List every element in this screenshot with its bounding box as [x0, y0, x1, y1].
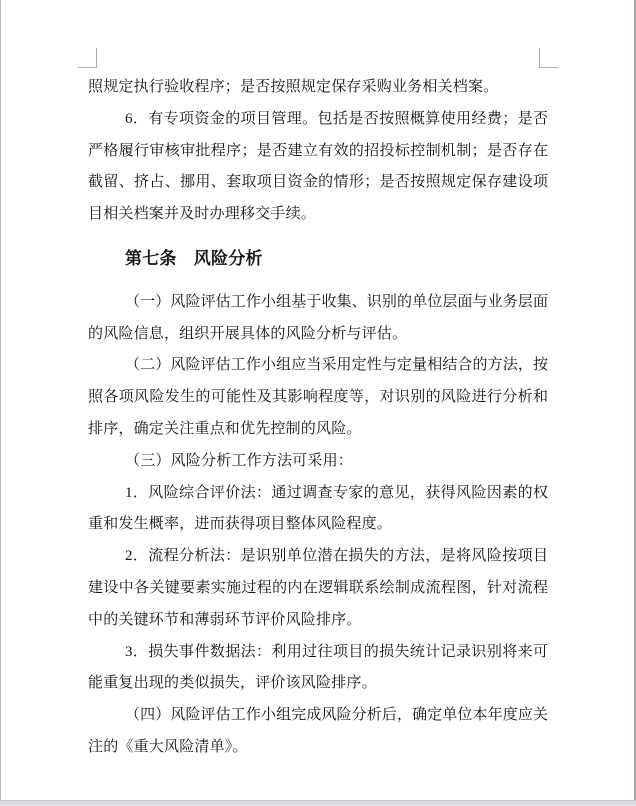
- text-boundary-mark-top-right: [539, 48, 558, 68]
- text-line: （三）风险分析工作方法可采用：: [125, 452, 354, 469]
- text-line: 截留、挤占、挪用、套取项目资金的情形；是否按照规定保存建设项: [88, 174, 548, 191]
- text-line: （一）风险评估工作小组基于收集、识别的单位层面与业务层面: [125, 293, 548, 310]
- section-heading: 第七条 风险分析: [125, 248, 263, 268]
- text-line: 2．流程分析法：是识别单位潜在损失的方法，是将风险按项目: [125, 548, 548, 565]
- text-line: 6．有专项资金的项目管理。包括是否按照概算使用经费；是否: [125, 110, 548, 127]
- text-line: 照规定执行验收程序；是否按照规定保存采购业务相关档案。: [88, 79, 499, 95]
- text-line: （四）风险评估工作小组完成风险分析后，确定单位本年度应关: [125, 707, 548, 724]
- text-line: （二）风险评估工作小组应当采用定性与定量相结合的方法，按: [125, 357, 548, 374]
- document-text-area[interactable]: [88, 72, 548, 764]
- app-background-strip: [0, 800, 636, 806]
- text-line: 建设中各关键要素实施过程的内在逻辑联系绘制成流程图，针对流程: [88, 579, 548, 596]
- text-line: 严格履行审核审批程序；是否建立有效的招投标控制机制；是否存在: [88, 142, 548, 159]
- text-line: 3．损失事件数据法：利用过往项目的损失统计记录识别将来可: [125, 643, 548, 660]
- text-line: 重和发生概率，进而获得项目整体风险程度。: [88, 516, 393, 533]
- text-line: 中的关键环节和薄弱环节评价风险排序。: [88, 611, 362, 628]
- text-line: 照各项风险发生的可能性及其影响程度等，对识别的风险进行分析和: [88, 389, 548, 406]
- text-line: 目相关档案并及时办理移交手续。: [88, 206, 317, 223]
- text-boundary-mark-top-left: [78, 48, 97, 68]
- text-line: 注的《重大风险清单》。: [88, 738, 248, 755]
- text-line: 1．风险综合评价法：通过调查专家的意见，获得风险因素的权: [125, 484, 548, 501]
- text-line: 的风险信息，组织开展具体的风险分析与评估。: [88, 325, 408, 342]
- page-left-edge: [0, 0, 1, 801]
- text-line: 排序，确定关注重点和优先控制的风险。: [88, 420, 362, 437]
- text-line: 能重复出现的类似损失，评价该风险排序。: [88, 675, 377, 692]
